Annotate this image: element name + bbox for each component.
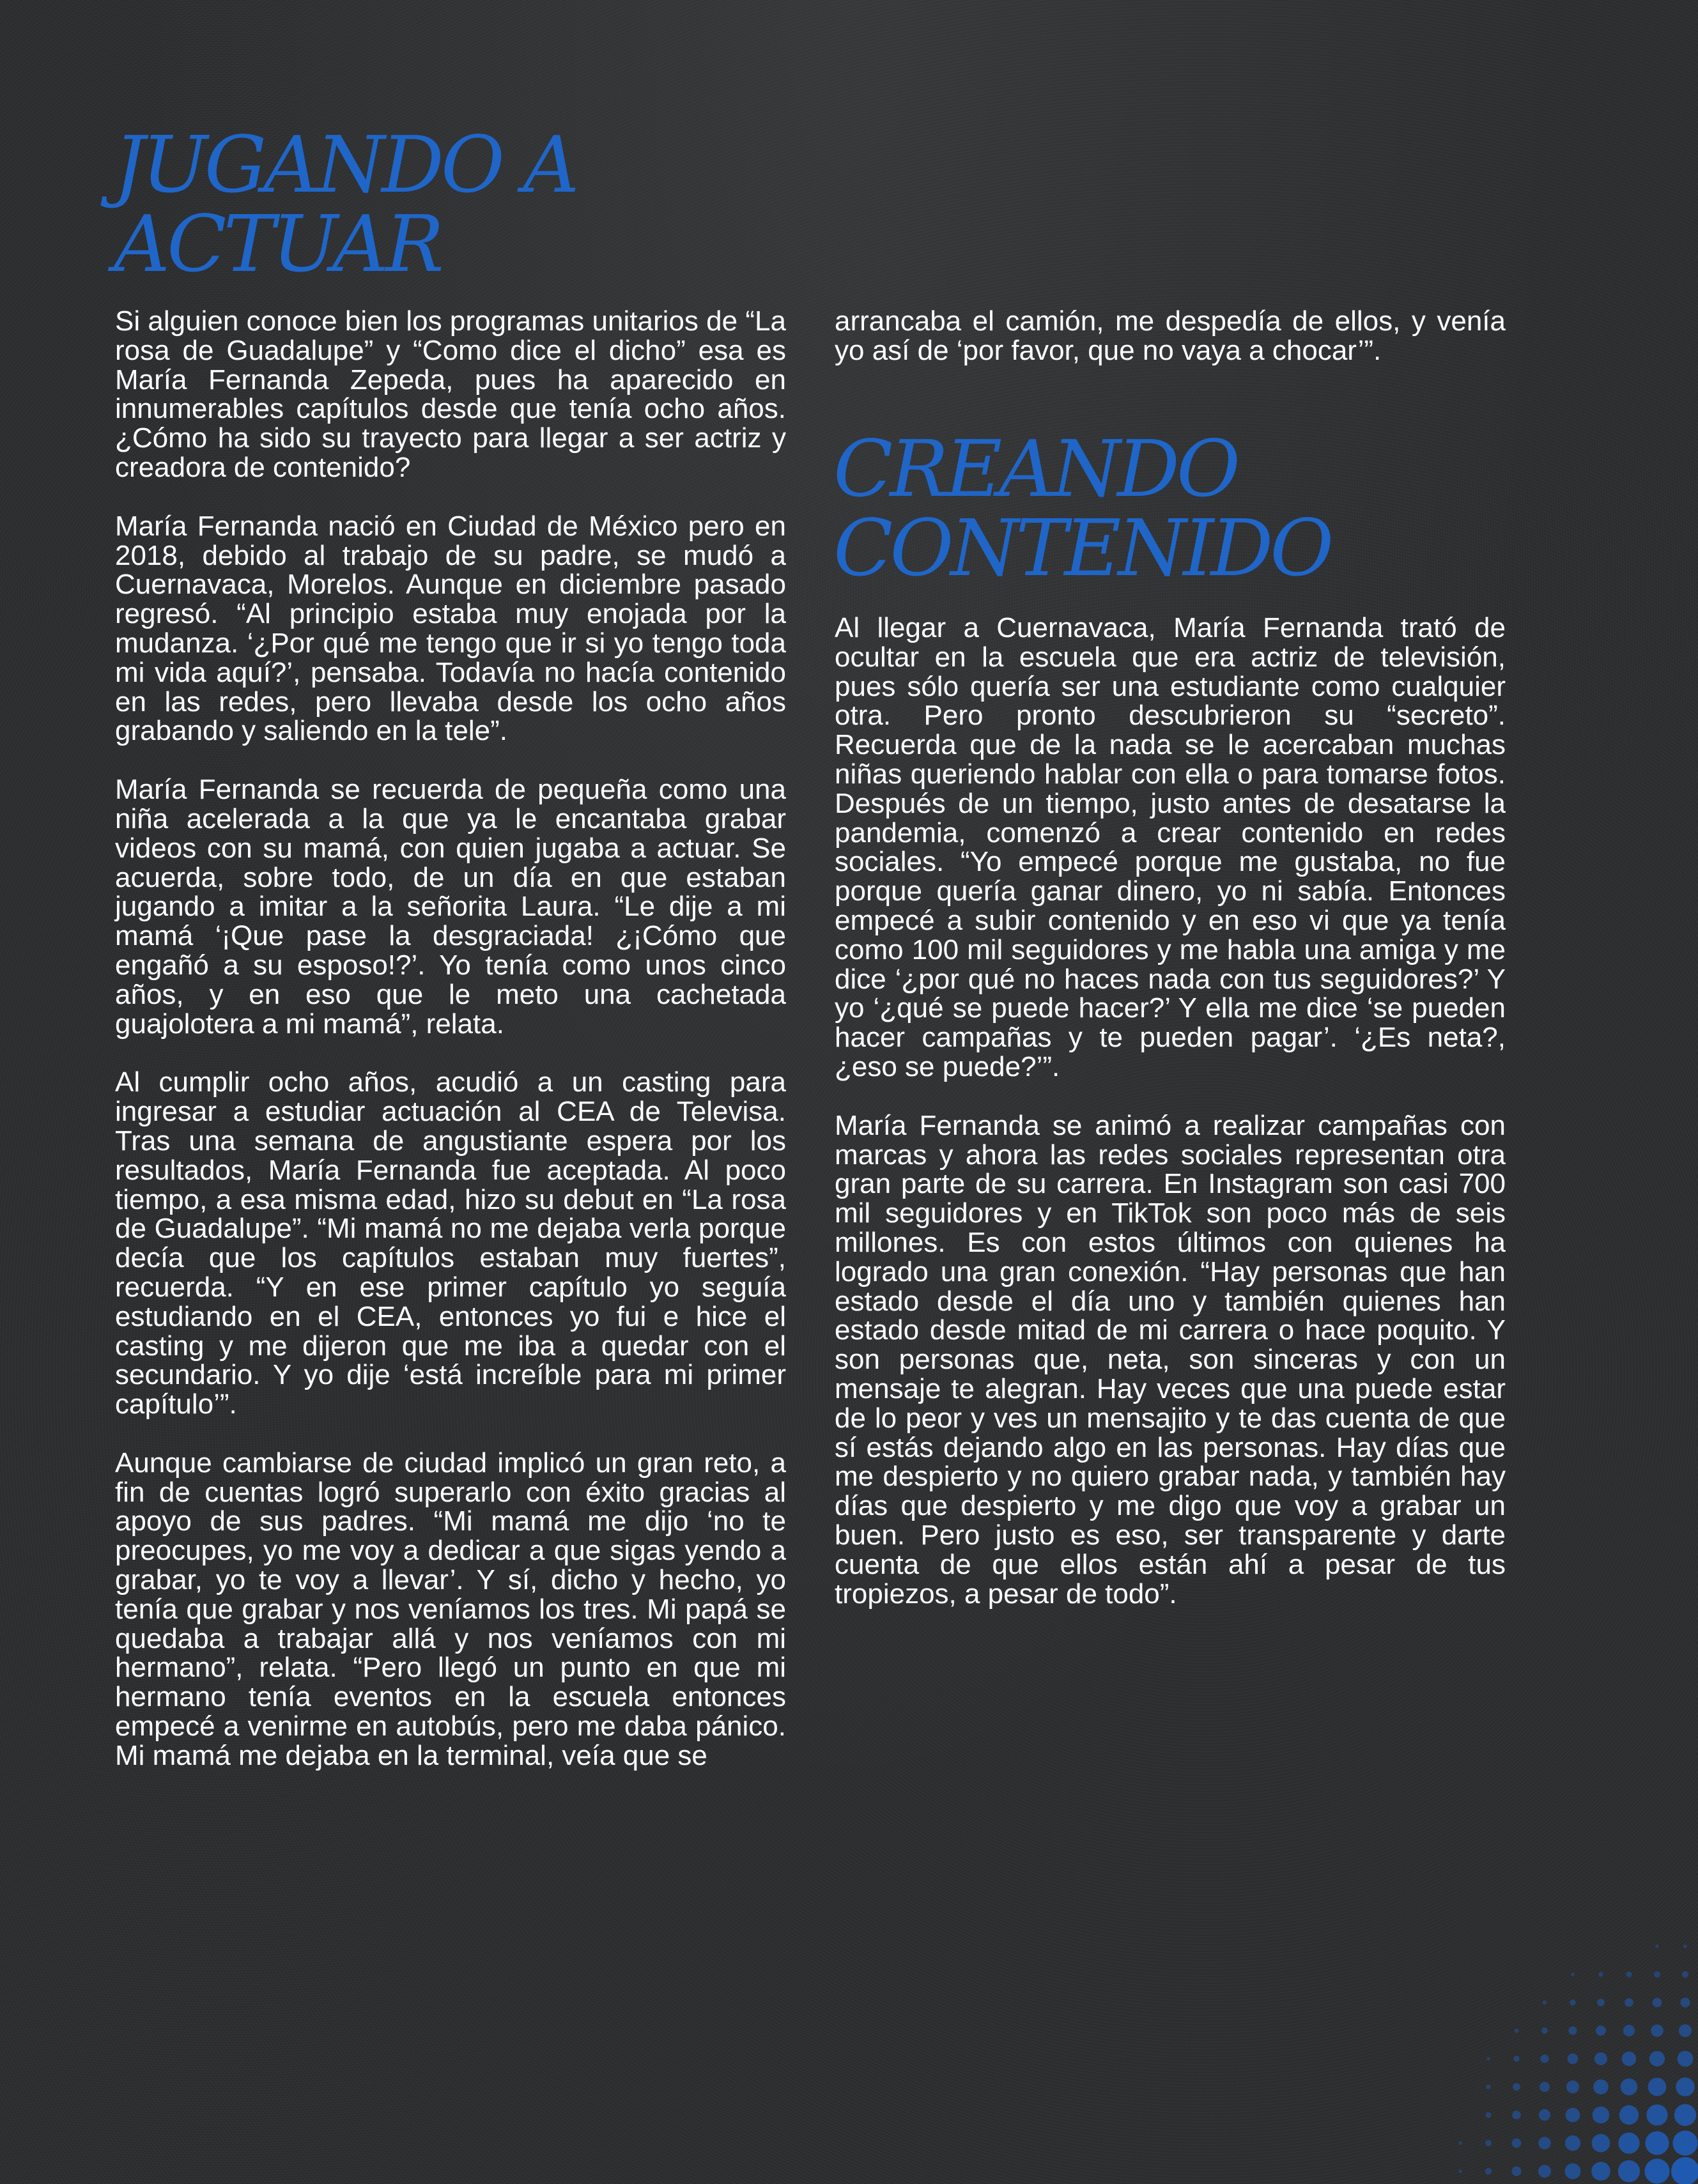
decorative-dot xyxy=(1655,1944,1658,1948)
section-title-line: CREANDO xyxy=(833,424,1237,514)
decorative-dot xyxy=(1593,2107,1610,2124)
decorative-dot xyxy=(1625,1998,1633,2007)
paragraph: Al cumplir ocho años, acudió a un casting para ingresar a estudiar actuación al CEA de Televisa. Tras una semana de angustiante espera por los resultados, María Fernanda fue aceptada. Al poco tiempo, a esa misma edad, hizo su debut en “La rosa de Guadalupe”. “Mi mamá no me dejaba verla porque decía que los capítulos estaban muy fuertes”, recuerda. “Y en ese primer capítulo yo seguía estudiando en el CEA, entonces yo fui e hice el casting y me dijeron que me iba a quedar con el secundario. Y yo dije ‘está increíble para mi primer capítulo’”. xyxy=(115,1066,786,1420)
decorative-dot xyxy=(1511,2166,1521,2176)
paragraph: María Fernanda nació en Ciudad de México pero en 2018, debido al trabajo de su padre, se mudó a Cuernavaca, Morelos. Aunque en diciembre pasado regresó. “Al principio estaba muy enojada por la mudanza. ‘¿Por qué me tengo que ir si yo tengo toda mi vida aquí?’, pensaba. Todavía no hacía contenido en las redes, pero llevaba desde los ocho años grabando y saliendo en la tele”. xyxy=(115,510,786,747)
section-title-line: JUGANDO A xyxy=(114,119,576,210)
decorative-dot xyxy=(1676,2077,1695,2096)
decorative-dot xyxy=(1485,2168,1492,2174)
decorative-dot xyxy=(1486,2057,1490,2060)
decorative-dot xyxy=(1671,2157,1698,2184)
decorative-dot xyxy=(1618,2132,1639,2153)
decorative-dot xyxy=(1619,2105,1639,2125)
decorative-dot xyxy=(1651,2024,1663,2037)
decorative-dot xyxy=(1568,2054,1578,2065)
paragraph: María Fernanda se recuerda de pequeña como una niña acelerada a la que ya le encantaba grabar videos con su mamá, con quien jugaba a actuar. Se acuerda, sobre todo, de un día en que estaban jugando a imitar a la señorita Laura. “Le dije a mi mamá ‘¡Que pase la desgraciada! ¿¡Cómo que engañó a su esposo!?’. Yo tenía como unos cinco años, y en eso que le meto una cachetada guajolotera a mi mamá”, relata. xyxy=(115,774,786,1040)
decorative-dot xyxy=(1654,1971,1660,1978)
decorative-dot xyxy=(1486,2084,1490,2089)
decorative-dot xyxy=(1626,1972,1632,1978)
decorative-dot xyxy=(1458,2169,1462,2173)
decorative-dot xyxy=(1513,2056,1519,2061)
decorative-dot xyxy=(1593,2079,1609,2095)
decorative-dot xyxy=(1672,2130,1697,2155)
decorative-dot xyxy=(1594,2052,1607,2065)
decorative-dot xyxy=(1645,2131,1669,2155)
decorative-dot xyxy=(1683,1944,1687,1948)
decorative-dot xyxy=(1571,1973,1574,1976)
decorative-dot xyxy=(1644,2158,1669,2183)
decorative-dot xyxy=(1682,1971,1688,1978)
decorative-dot xyxy=(1648,2078,1667,2096)
decorative-dot xyxy=(1568,2026,1577,2034)
paragraph: Al llegar a Cuernavaca, María Fernanda trató de ocultar en la escuela que era actriz de televisión, pues sólo quería ser una estudiante como cualquier otra. Pero pronto descubrieron su “secreto”. Recuerda que de la nada se le acercaban muchas niñas queriendo hablar con ella o para tomarse fotos. Después de un tiempo, justo antes de desatarse la pandemia, comenzó a crear contenido en redes sociales. “Yo empecé porque me gustaba, no fue porque quería ganar dinero, yo ni sabía. Entonces empecé a subir contenido y en eso vi que ya tenía como 100 mil seguidores y me habla una amiga y me dice ‘¿por qué no haces nada con tus seguidores?’ Y yo ‘¿qué se puede hacer?’ Y ella me dice ‘se pueden hacer campañas y te pueden pagar’. ‘¿Es neta?, ¿eso se puede?’”. xyxy=(835,612,1506,1082)
decorative-dot xyxy=(1513,2083,1520,2091)
left-column xyxy=(115,307,786,1771)
right-column xyxy=(835,613,1506,1608)
decorative-dot xyxy=(1592,2134,1610,2153)
decorative-dot xyxy=(1623,2025,1635,2036)
decorative-dot xyxy=(1515,2029,1519,2033)
decorative-dot xyxy=(1680,1997,1690,2007)
decorative-dot xyxy=(1621,2079,1638,2096)
paragraph: Aunque cambiarse de ciudad implicó un gran reto, a fin de cuentas logró superarlo con éxito gracias al apoyo de sus padres. “Mi mamá me dijo ‘no te preocupes, yo me voy a dedicar a que sigas yendo a grabar, yo te voy a llevar’. Y sí, dicho y hecho, yo tenía que grabar y nos veníamos los tres. Mi papá se quedaba a trabajar allá y nos veníamos con mi hermano”, relata. “Pero llegó un punto en que mi hermano tenía eventos en la escuela entonces empecé a venirme en autobús, pero me daba pánico. Mi mamá me dejaba en la terminal, veía que se xyxy=(115,1447,786,1771)
decorative-dot xyxy=(1618,2160,1640,2182)
decorative-dot xyxy=(1541,2027,1548,2034)
decorative-dot xyxy=(1591,2162,1610,2181)
section-title-line: CONTENIDO xyxy=(833,503,1331,594)
decorative-dot xyxy=(1622,2052,1637,2066)
section-title-jugando-a-actuar xyxy=(114,119,881,289)
decorative-dot xyxy=(1566,2108,1580,2123)
decorative-dot xyxy=(1646,2104,1667,2125)
decorative-dot xyxy=(1565,2135,1580,2151)
decorative-dot xyxy=(1570,1999,1575,2005)
decorative-dot xyxy=(1596,2026,1606,2036)
paragraph: Si alguien conoce bien los programas unitarios de “La rosa de Guadalupe” y “Como dice el dicho” esa es María Fernanda Zepeda, pues ha aparecido en innumerables capítulos desde que tenía ocho años. ¿Cómo ha sido su trayecto para llegar a ser actriz y creadora de contenido? xyxy=(115,305,786,483)
section-title-creando-contenido xyxy=(833,424,1600,594)
decorative-dot xyxy=(1649,2051,1665,2066)
decorative-dot xyxy=(1674,2104,1696,2126)
decorative-dot xyxy=(1486,2112,1492,2118)
decorative-dot xyxy=(1566,2080,1579,2093)
decorative-dot xyxy=(1678,2051,1694,2067)
decorative-dot xyxy=(1653,1998,1662,2008)
paragraph: María Fernanda se animó a realizar campañas con marcas y ahora las redes sociales representan otra gran parte de su carrera. En Instagram son casi 700 mil seguidores y en TikTok son poco más de seis millones. Es con estos últimos con quienes ha logrado una gran conexión. “Hay personas que han estado desde el día uno y también quienes han estado desde mitad de mi carrera o hace poquito. Y son personas que, neta, son sinceras y con un mensaje te alegran. Hay veces que una puede estar de lo peor y ves un mensajito y te das cuenta de que sí estás dejando algo en las personas. Hay días que me despierto y no quiero grabar nada, y también hay días que despierto y me digo que voy a grabar un buen. Pero justo es eso, ser transparente y darte cuenta de que ellos están ahí a pesar de tus tropiezos, a pesar de todo”. xyxy=(835,1109,1506,1610)
decorative-dot xyxy=(1538,2165,1551,2178)
decorative-dot xyxy=(1598,1972,1603,1976)
decorative-dot xyxy=(1539,2109,1550,2121)
decorative-dot xyxy=(1679,2024,1692,2037)
right-column-continuation xyxy=(835,307,1506,365)
decorative-dot xyxy=(1538,2137,1551,2149)
decorative-dot xyxy=(1485,2140,1492,2146)
decorative-dot xyxy=(1540,2082,1550,2092)
paragraph: arrancaba el camión, me despedía de ellos, y venía yo así de ‘por favor, que no vaya a chocar’”. xyxy=(835,305,1506,366)
section-title-line: ACTUAR xyxy=(114,199,441,289)
decorative-dot xyxy=(1458,2141,1462,2144)
decorative-dot xyxy=(1565,2164,1581,2180)
decorative-dot xyxy=(1512,2111,1521,2119)
decorative-dot xyxy=(1540,2054,1548,2063)
decorative-dot xyxy=(1597,1999,1605,2006)
decorative-dot xyxy=(1512,2139,1522,2148)
decorative-dot xyxy=(1543,2001,1547,2005)
